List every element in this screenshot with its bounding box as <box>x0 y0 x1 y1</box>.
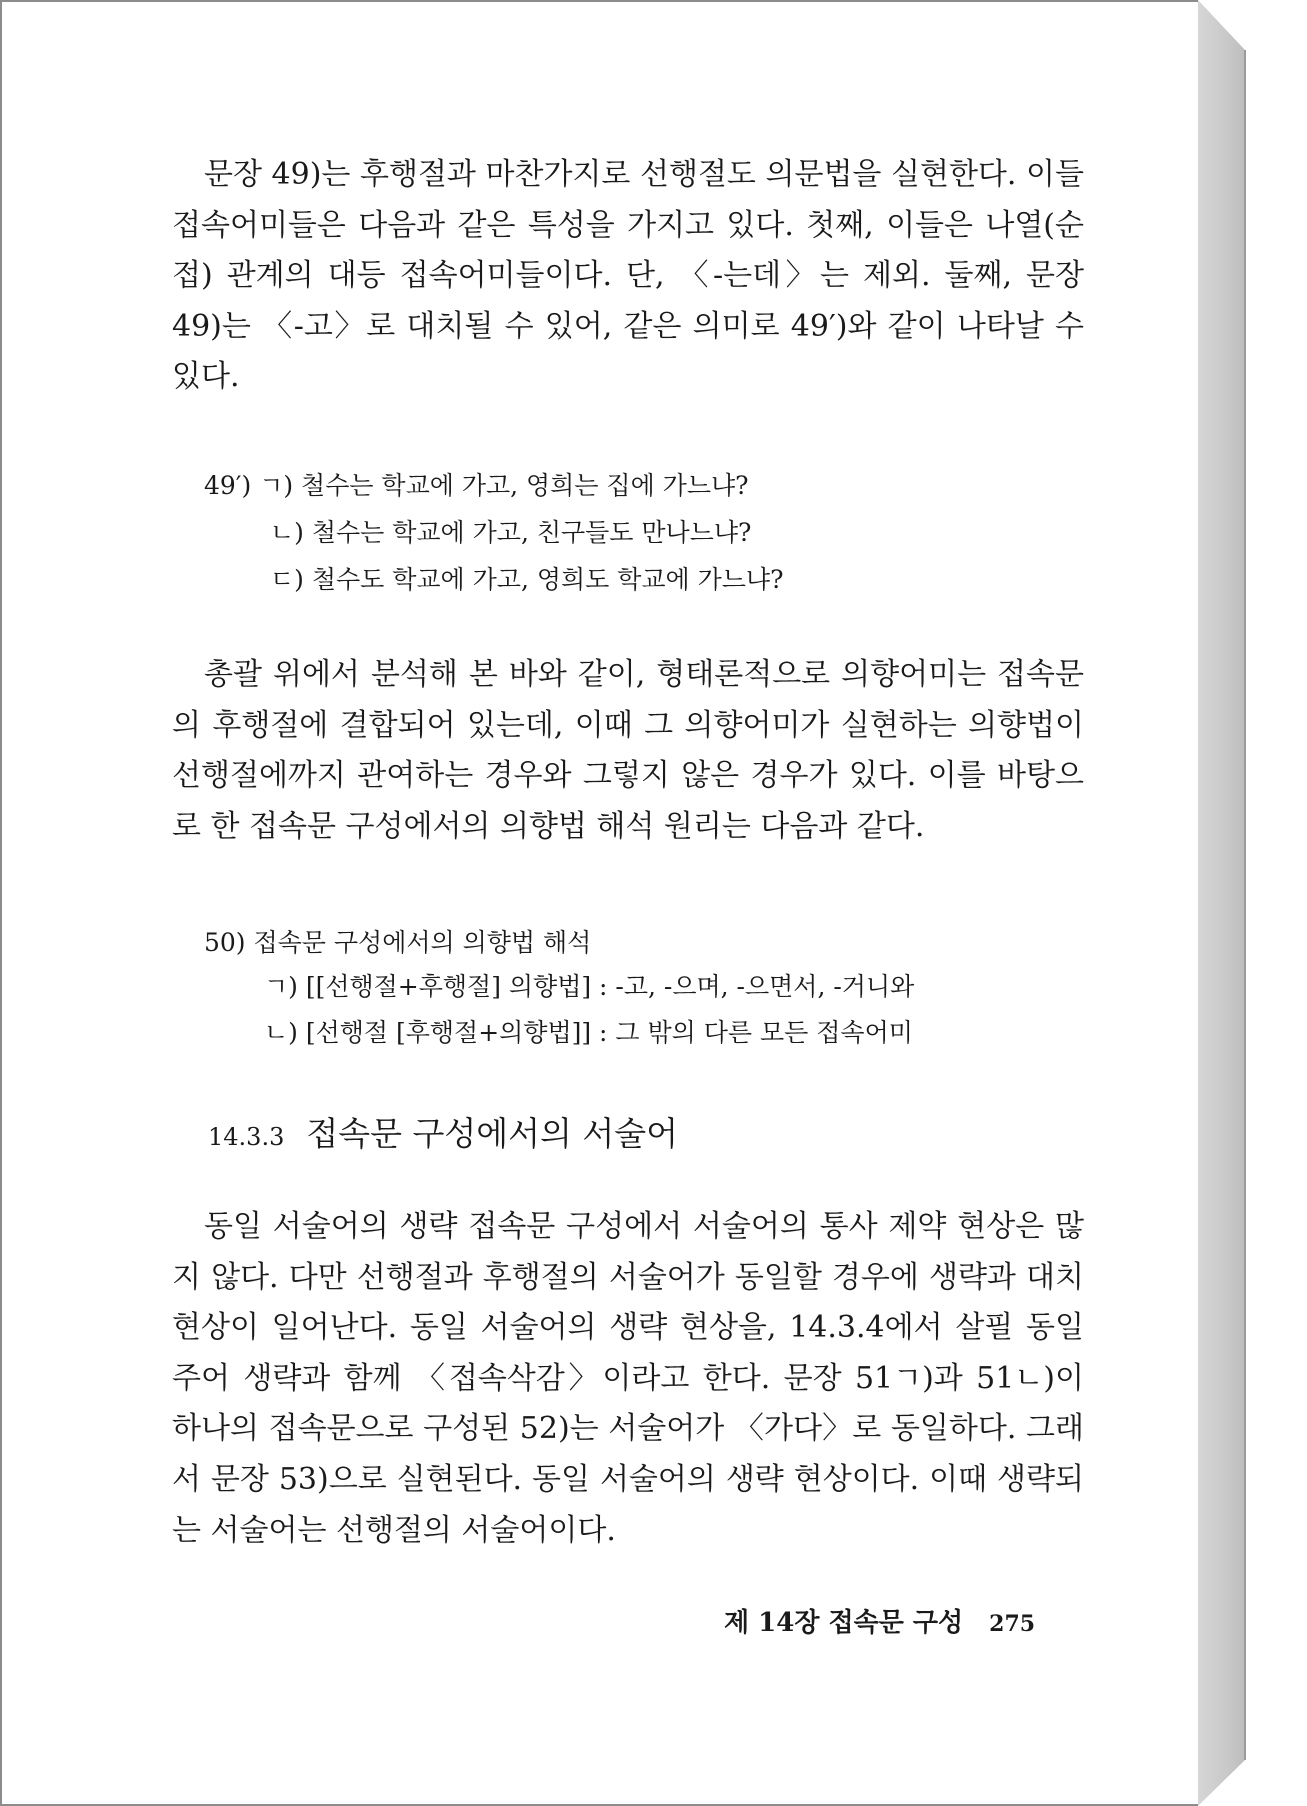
example-49-c: ㄷ) 철수도 학교에 가고, 영희도 학교에 가느냐? <box>270 565 784 594</box>
section-heading <box>208 1108 678 1155</box>
paragraph-summary: 총괄 위에서 분석해 본 바와 같이, 형태론적으로 의향어미는 접속문의 후행절에 결합되어 있는데, 이때 그 의향어미가 실현하는 의향법이 선행절에까지 관여하는 경우와 그렇지 않은 경우가 있다. 이를 바탕으로 한 접속문 구성에서의 의향법 해석 원리는 다음과 같다. <box>172 657 1084 844</box>
book-page-edge-line <box>1244 50 1246 1760</box>
running-title: 제 14장 접속문 구성 <box>724 1608 964 1638</box>
example-49-a: 49′) ㄱ) 철수는 학교에 가고, 영희는 집에 가느냐? <box>204 471 749 500</box>
paragraph-predicate-ellipsis: 동일 서술어의 생략 접속문 구성에서 서술어의 통사 제약 현상은 많지 않다. 다만 선행절과 후행절의 서술어가 동일할 경우에 생략과 대치 현상이 일어난다. 동일 서술어의 생략 현상을, 14.3.4에서 살필 동일 주어 생략과 함께 〈접속삭감〉이라고 한다. 문장 51ㄱ)과 51ㄴ)이 하나의 접속문으로 구성된 52)는 서술어가 〈가다〉로 동일하다. 그래서 문장 53)으로 실현된다. 동일 서술어의 생략 현상이다. 이때 생략되는 서술어는 선행절의 서술어이다. <box>172 1209 1084 1548</box>
paragraph-49-explanation: 문장 49)는 후행절과 마찬가지로 선행절도 의문법을 실현한다. 이들 접속어미들은 다음과 같은 특성을 가지고 있다. 첫째, 이들은 나열(순접) 관계의 대등 접속어미들이다. 단, 〈-는데〉는 제외. 둘째, 문장 49)는 〈-고〉로 대치될 수 있어, 같은 의미로 49′)와 같이 나타날 수 있다. <box>172 157 1084 395</box>
example-50-a: ㄱ) [[선행절+후행절] 의향법] : -고, -으며, -으면서, -거니와 <box>264 972 915 1001</box>
page-footer <box>724 1602 1035 1639</box>
example-50-title: 50) 접속문 구성에서의 의향법 해석 <box>204 928 592 957</box>
example-49-b: ㄴ) 철수는 학교에 가고, 친구들도 만나느냐? <box>270 518 752 547</box>
page-number: 275 <box>989 1611 1036 1637</box>
book-page-edge <box>1198 0 1245 1806</box>
example-50-b: ㄴ) [선행절 [후행절+의향법]] : 그 밖의 다른 모든 접속어미 <box>264 1018 913 1047</box>
section-title: 접속문 구성에서의 서술어 <box>306 1114 678 1153</box>
section-number: 14.3.3 <box>208 1123 285 1151</box>
